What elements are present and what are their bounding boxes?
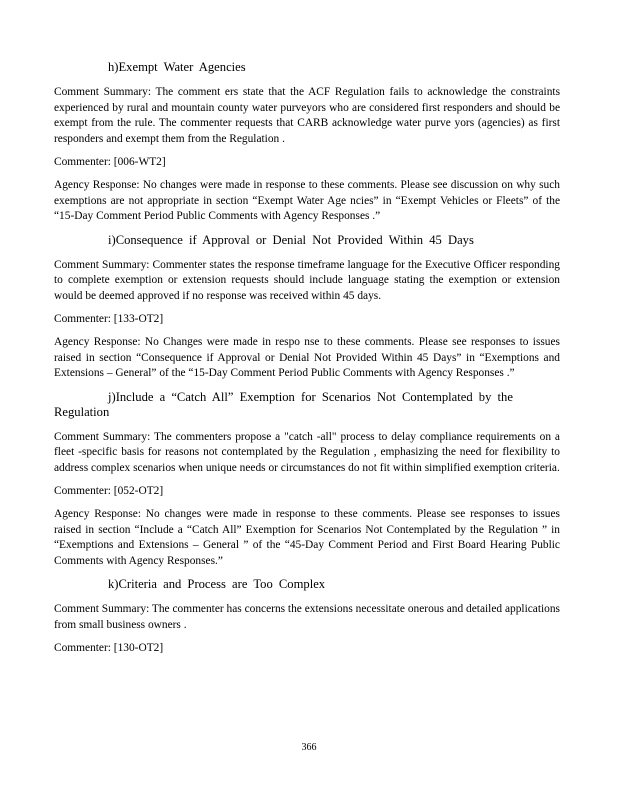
- commenter-id: Commenter: [130-OT2]: [54, 642, 164, 654]
- section-consequence-45-days: [54, 233, 560, 382]
- comment-summary: Comment Summary: Commenter states the response timeframe language for the Executive Officer responding to complete exemption or extension requests should include language stating the exemption or extension would be deemed approved if no response was received within 45 days.: [54, 258, 560, 302]
- comment-summary: Comment Summary: The comment ers state that the ACF Regulation fails to acknowledge the constraints experienced by rural and mountain county water purveyors who are considered first responders and should be exempt from the rule. The commenter requests that CARB acknowledge water purve yors (agencies) as first responders and exempt them from the Regulation .: [54, 86, 560, 145]
- comment-summary: Comment Summary: The commenter has concerns the extensions necessitate onerous and detailed applications from small business owners .: [54, 603, 560, 631]
- commenter-id: Commenter: [133-OT2]: [54, 313, 164, 325]
- agency-response: Agency Response: No changes were made in response to these comments. Please see discussion on why such exemptions are not appropriate in section “Exempt Water Age ncies” in “Exempt Vehicles or Fleets” of the “15-Day Comment Period Public Comments with Agency Responses .”: [54, 179, 560, 222]
- section-heading: j)Include a “Catch All” Exemption for Scenarios Not Contemplated by the Regulation: [54, 389, 513, 419]
- agency-response: Agency Response: No Changes were made in respo nse to these comments. Please see responses to issues raised in section “Consequence if Approval or Denial Not Provided Within 45 Days” in “Exemptions and Extensions – General” of the “15-Day Comment Period Public Comments with Agency Responses .”: [54, 336, 560, 379]
- document-page: [54, 60, 560, 664]
- section-catch-all-exemption: [54, 390, 560, 570]
- commenter-id: Commenter: [006-WT2]: [54, 156, 166, 168]
- section-exempt-water-agencies: [54, 60, 560, 225]
- commenter-id: Commenter: [052-OT2]: [54, 485, 164, 497]
- section-heading: h)Exempt Water Agencies: [108, 60, 246, 74]
- section-criteria-complex: [54, 577, 560, 656]
- section-heading: i)Consequence if Approval or Denial Not Provided Within 45 Days: [108, 232, 474, 247]
- comment-summary: Comment Summary: The commenters propose a "catch -all" process to delay compliance requirements on a fleet -specific basis for reasons not contemplated by the Regulation , emphasizing the need for flexibility to address complex scenarios when unique needs or circumstances do not fit within simplified exemption criteria.: [54, 430, 560, 474]
- agency-response: Agency Response: No changes were made in response to these comments. Please see responses to issues raised in section “Include a “Catch All” Exemption for Scenarios Not Contemplated by the Regulation ” in “Exemptions and Extensions – General ” of the “45-Day Comment Period and First Board Hearing Public Comments with Agency Responses.”: [54, 508, 560, 567]
- section-heading: k)Criteria and Process are Too Complex: [108, 577, 326, 591]
- page-number: 366: [301, 742, 317, 753]
